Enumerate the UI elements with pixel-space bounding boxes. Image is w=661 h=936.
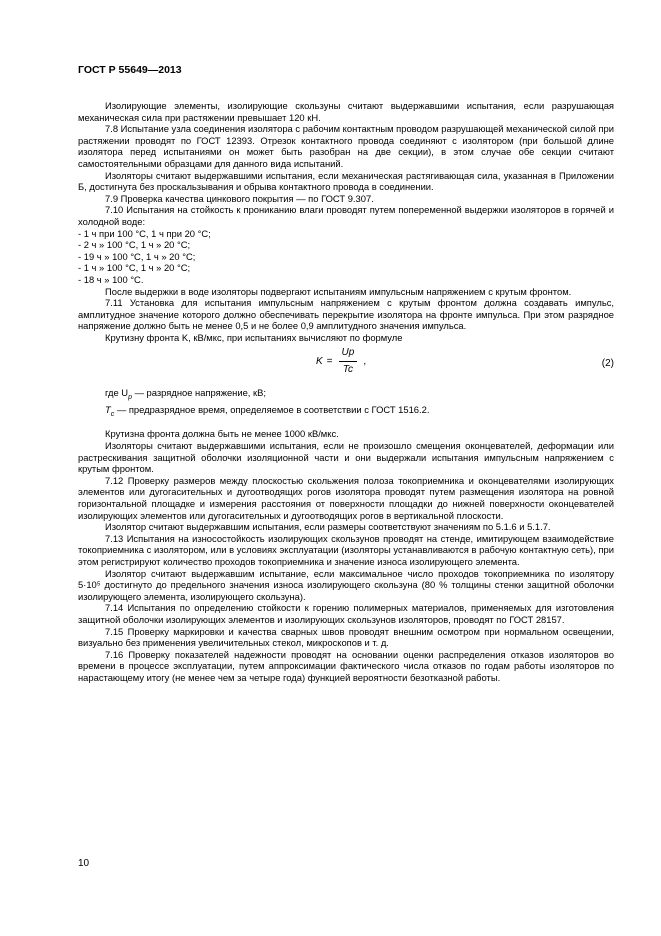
paragraph: 7.8 Испытание узла соединения изолятора с рабочим контактным проводом разрушающей механической силой при растяжении проводят по ГОСТ 12393. Отрезок контактного провода соединяют с изолятором (при большой длине изолятора перед испытаниями он может быть разобран на две секции), в этом случае обе секции считают самостоятельными образцами для данного вида испытаний. (78, 123, 614, 169)
paragraph: Изоляторы считают выдержавшими испытания, если механическая растягивающая сила, указанная в Приложении Б, достигнута без проскальзывания и обрыва контактного провода в соединении. (78, 169, 614, 193)
paragraph: Изолятор считают выдержавшим испытание, если максимальное число проходов токоприемника по изолятору 5·10⁵ достигнуто до предельного значения износа изолирующего скользуна (80 % толщины стенки защитной оболочки изолирующего элемента, изолирующего скользуна). (78, 567, 614, 602)
where-text: — разрядное напряжение, кВ; (131, 387, 266, 399)
list-item: - 18 ч » 100 °С. (78, 273, 144, 285)
list-item: - 19 ч » 100 °С, 1 ч » 20 °С; (78, 250, 196, 262)
page-number: 10 (78, 858, 90, 869)
paragraph: 7.9 Проверка качества цинкового покрытия — по ГОСТ 9.307. (105, 192, 374, 204)
formula-numerator: Up (339, 347, 358, 362)
formula-fraction (339, 347, 358, 375)
paragraph: 7.10 Испытания на стойкость к прониканию влаги проводят путем попеременной выдержки изоляторов в горячей и холодной воде: (78, 204, 614, 227)
formula-equals: = (326, 355, 333, 367)
paragraph: Крутизну фронта K, кВ/мкс, при испытаниях вычисляют по формуле (105, 331, 403, 343)
formula-lhs: K (316, 355, 323, 367)
where-text: — предразрядное время, определяемое в соответствии с ГОСТ 1516.2. (114, 403, 430, 415)
where-line (78, 404, 614, 420)
where-subscript: р (128, 394, 132, 402)
paragraph: Изоляторы считают выдержавшими испытания, если не произошло смещения оконцевателей, деформации или растрескивания защитной оболочки изоляционной части и они выдержали испытания импульсным напряжением с крутым фронтом. (78, 440, 614, 475)
formula-number: (2) (601, 358, 614, 370)
formula-denominator: Tc (342, 364, 354, 376)
where-prefix: где U (105, 387, 129, 399)
paragraph: 7.12 Проверку размеров между плоскостью скольжения полоза токоприемника и оконцевателями изолирующих элементов или дугогасительных и дугоотводящих рогов изолятора проводят путем размещения изолятора на ровной горизонтальной площадке и измерения расстояния от поверхности площадки до нижней поверхности оконцевателей изолирующих элементов или дугогасительных и дугоотводящих рогов в вертикальной плоскости. (78, 474, 614, 521)
where-line (78, 387, 614, 403)
document-header: ГОСТ Р 55649—2013 (78, 64, 182, 76)
paragraph: 7.16 Проверку показателей надежности проводят на основании оценки распределения отказов изоляторов во времени в процессе эксплуатации, путем аппроксимации фактического числа отказов по годам работы изоляторов по нарастающему итогу (не менее чем за четыре года) функцией вероятности безотказной работы. (78, 648, 614, 683)
list-item: - 1 ч при 100 °С, 1 ч при 20 °С; (78, 227, 211, 239)
list-item: - 1 ч » 100 °С, 1 ч » 20 °С; (78, 262, 191, 274)
formula-comma: , (363, 355, 367, 367)
formula (316, 347, 366, 375)
paragraph: 7.15 Проверку маркировки и качества сварных швов проводят внешним осмотром при нормальном освещении, визуально без применения увеличительных стекол, микроскопов и т. д. (78, 625, 614, 649)
paragraph: После выдержки в воде изоляторы подвергают испытаниям импульсным напряжением с крутым фронтом. (105, 285, 572, 297)
where-subscript: c (110, 410, 115, 418)
paragraph: 7.14 Испытания по определению стойкости к горению полимерных материалов, применяемых для изготовления защитной оболочки изолирующих элементов и изолирующих скользунов изоляторов, проводят по ГОСТ 28157. (78, 602, 614, 625)
formula-block (78, 345, 614, 383)
paragraph: 7.11 Установка для испытания импульсным напряжением с крутым фронтом должна создавать импульс, амплитудное значение которого должно обеспечивать перекрытие изолятора на фронте импульса. При этом разрядное напряжение должно быть не менее 0,5 и не более 0,9 амплитудного значения импульса. (78, 297, 614, 332)
paragraph: Крутизна фронта должна быть не менее 1000 кВ/мкс. (105, 428, 339, 440)
paragraph: Изолирующие элементы, изолирующие скользуны считают выдержавшими испытания, если разрушающая механическая сила при растяжении превышает 120 кН. (78, 100, 614, 123)
document-body (78, 100, 614, 683)
paragraph: Изолятор считают выдержавшим испытания, если размеры соответствуют значениям по 5.1.6 и 5.1.7. (105, 521, 551, 533)
paragraph: 7.13 Испытания на износостойкость изолирующих скользунов проводят на стенде, имитирующем взаимодействие токоприемника с изолятором, или в условиях эксплуатации (изоляторы устанавливаются в рабочую контактную сеть), при этом регистрируют количество проходов токоприемника и значение износа изолирующего элемента. (78, 532, 614, 567)
where-prefix: T (105, 403, 111, 415)
list-item: - 2 ч » 100 °С, 1 ч » 20 °С; (78, 239, 191, 251)
